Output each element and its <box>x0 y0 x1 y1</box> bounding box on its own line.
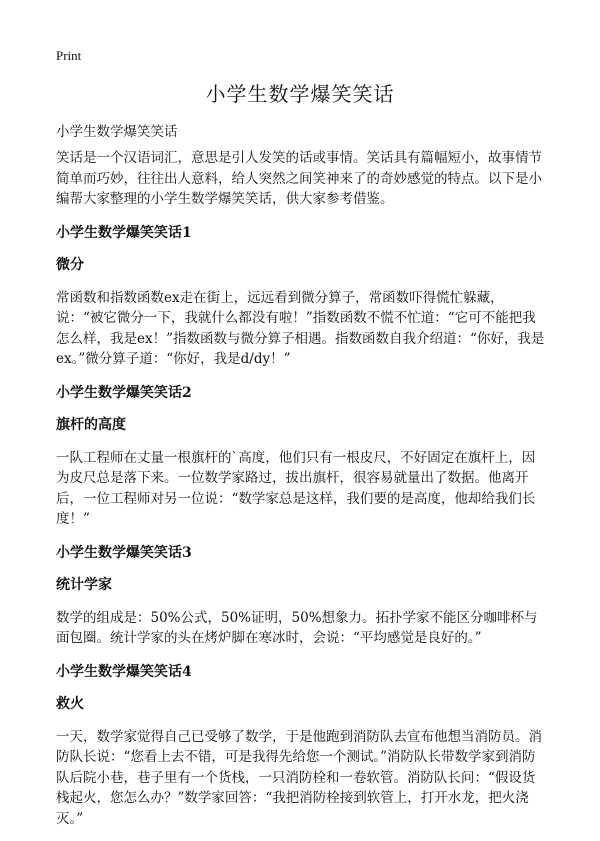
section-body-1: 常函数和指数函数ex走在街上，远远看到微分算子，常函数吓得慌忙躲藏，说：“被它微分一下，我就什么都没有啦！”指数函数不慌不忙道：“它可不能把我怎么样，我是ex！”指数函数与微分算子相遇。指数函数自我介绍道：“你好，我是ex。”微分算子道：“你好，我是d/dy！” <box>56 289 545 367</box>
section-heading-1: 小学生数学爆笑笑话1 <box>56 224 192 241</box>
intro-paragraph: 笑话是一个汉语词汇，意思是引人发笑的话或事情。笑话具有篇幅短小，故事情节简单而巧妙，往往出人意料，给人突然之间笑神来了的奇妙感觉的特点。以下是小编帮大家整理的小学生数学爆笑笑话，供大家参考借鉴。 <box>56 150 542 207</box>
page-subtitle: 小学生数学爆笑笑话 <box>56 124 178 140</box>
section-body-4: 一天，数学家觉得自己已受够了数学，于是他跑到消防队去宣布他想当消防员。消防队长说：“您看上去不错，可是我得先给您一个测试。”消防队长带数学家到消防队后院小巷，巷子里有一个货栈，一只消防栓和一卷软管。消防队长问：“假设货栈起火，您怎么办？”数学家回答：“我把消防栓接到软管上，打开水龙，把火浇灭。” <box>56 728 542 827</box>
section-heading-2: 小学生数学爆笑笑话2 <box>56 384 192 401</box>
section-subheading-1: 微分 <box>56 256 84 273</box>
section-heading-4: 小学生数学爆笑笑话4 <box>56 663 192 680</box>
section-subheading-2: 旗杆的高度 <box>56 416 126 433</box>
section-body-3: 数学的组成是：50%公式，50%证明，50%想象力。拓扑学家不能区分咖啡杯与面包圈。统计学家的头在烤炉脚在寒冰时，会说：“平均感觉是良好的。” <box>56 609 538 646</box>
section-heading-3: 小学生数学爆笑笑话3 <box>56 544 192 561</box>
section-subheading-3: 统计学家 <box>56 576 112 593</box>
page-title: 小学生数学爆笑笑话 <box>205 82 395 106</box>
section-body-2: 一队工程师在丈量一根旗杆的`高度，他们只有一根皮尺，不好固定在旗杆上，因为皮尺总是落下来。一位数学家路过，拔出旗杆，很容易就量出了数据。他离开后，一位工程师对另一位说：“数学家总是这样，我们要的是高度，他却给我们长度！” <box>56 449 536 527</box>
article-content <box>56 148 546 841</box>
section-subheading-4: 救火 <box>56 695 84 712</box>
print-link[interactable]: Print <box>56 48 82 63</box>
